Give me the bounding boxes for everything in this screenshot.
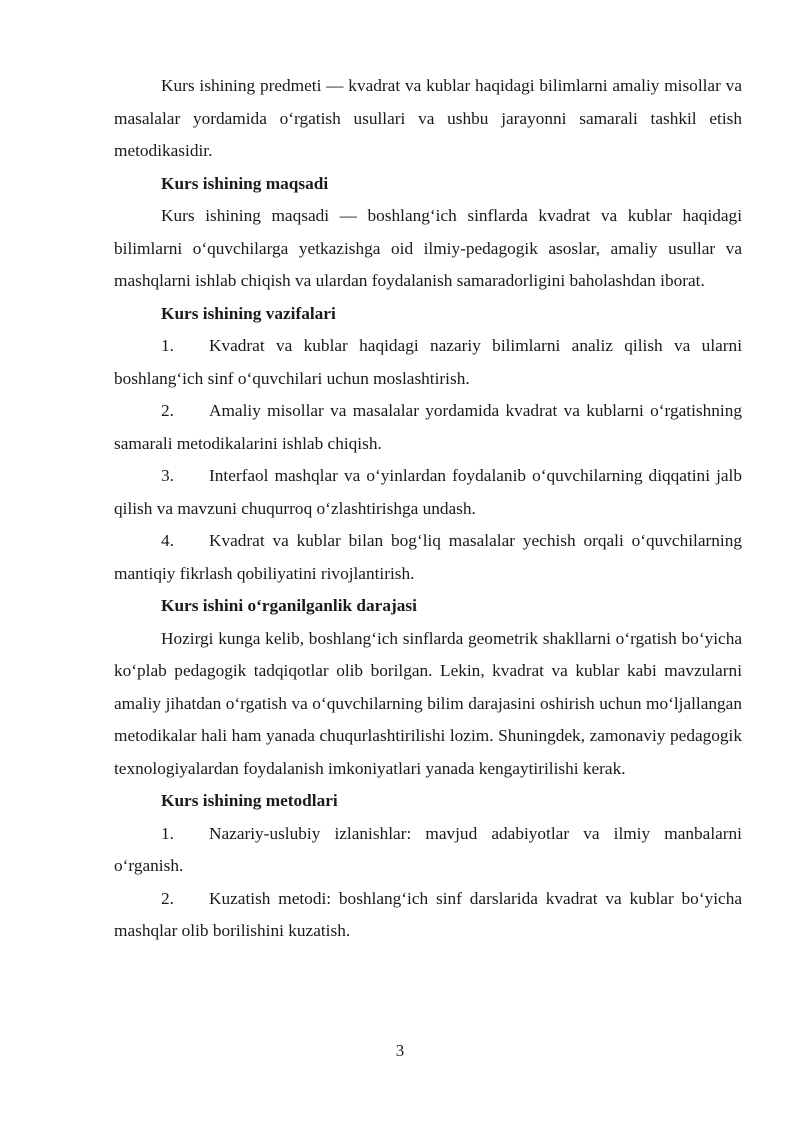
method-item-number: 2. bbox=[161, 888, 174, 908]
goal-paragraph: Kurs ishining maqsadi — boshlang‘ich sinflarda kvadrat va kublar haqidagi bilimlarni o‘quvchilarga yetkazishga oid ilmiy-pedagogik asoslar, amaliy usullar va mashqlarni ishlab chiqish va ulardan foydalanish samaradorligini baholashdan iborat. bbox=[114, 206, 742, 290]
task-item-number: 1. bbox=[161, 336, 174, 355]
task-item-4 bbox=[114, 525, 742, 590]
study-level-heading: Kurs ishini o‘rganilganlik darajasi bbox=[161, 596, 417, 615]
task-item-text: Kvadrat va kublar bilan bog‘liq masalalar yechish orqali o‘quvchilarning mantiqiy fikrlash qobiliyatini rivojlantirish. bbox=[114, 531, 742, 583]
task-item-text: Amaliy misollar va masalalar yordamida kvadrat va kublarni o‘rgatishning samarali metodikalarini ishlab chiqish. bbox=[114, 401, 742, 453]
task-item-number: 2. bbox=[161, 401, 174, 420]
method-item-1 bbox=[114, 818, 742, 883]
method-item-number: 1. bbox=[161, 823, 174, 843]
task-item-text: Kvadrat va kublar haqidagi nazariy bilimlarni analiz qilish va ularni boshlang‘ich sinf o‘quvchilari uchun moslashtirish. bbox=[114, 336, 742, 388]
page-number: 3 bbox=[395, 1041, 405, 1060]
study-level-paragraph: Hozirgi kunga kelib, boshlang‘ich sinflarda geometrik shakllarni o‘rgatish bo‘yicha ko‘plab pedagogik tadqiqotlar olib borilgan. Lekin, kvadrat va kublar kabi mavzularni amaliy jihatdan o‘rgatish va o‘quvchilarning bilim darajasini oshirish uchun mo‘ljallangan metodikalar hali ham yanada chuqurlashtirilishi lozim. Shuningdek, zamonaviy pedagogik texnologiyalardan foydalanish imkoniyatlari yanada kengaytirilishi kerak. bbox=[114, 628, 742, 778]
method-item-text: Kuzatish metodi: boshlang‘ich sinf darslarida kvadrat va kublar bo‘yicha mashqlar olib borilishini kuzatish. bbox=[114, 888, 742, 940]
document-page bbox=[114, 70, 742, 948]
task-item-number: 4. bbox=[161, 531, 174, 550]
goal-heading: Kurs ishining maqsadi bbox=[161, 173, 329, 193]
tasks-heading: Kurs ishining vazifalari bbox=[161, 303, 336, 323]
task-item-number: 3. bbox=[161, 466, 174, 485]
method-item-text: Nazariy-uslubiy izlanishlar: mavjud adabiyotlar va ilmiy manbalarni o‘rganish. bbox=[114, 823, 742, 875]
methods-heading: Kurs ishining metodlari bbox=[161, 791, 338, 810]
task-item-1 bbox=[114, 330, 742, 395]
task-item-text: Interfaol mashqlar va o‘yinlardan foydalanib o‘quvchilarning diqqatini jalb qilish va mavzuni chuqurroq o‘zlashtirishga undash. bbox=[114, 466, 742, 518]
task-item-2 bbox=[114, 395, 742, 460]
task-item-3 bbox=[114, 460, 742, 525]
intro-paragraph: Kurs ishining predmeti — kvadrat va kublar haqidagi bilimlarni amaliy misollar va masalalar yordamida o‘rgatish usullari va ushbu jarayonni samarali tashkil etish metodikasidir. bbox=[114, 76, 742, 160]
method-item-2 bbox=[114, 883, 742, 948]
